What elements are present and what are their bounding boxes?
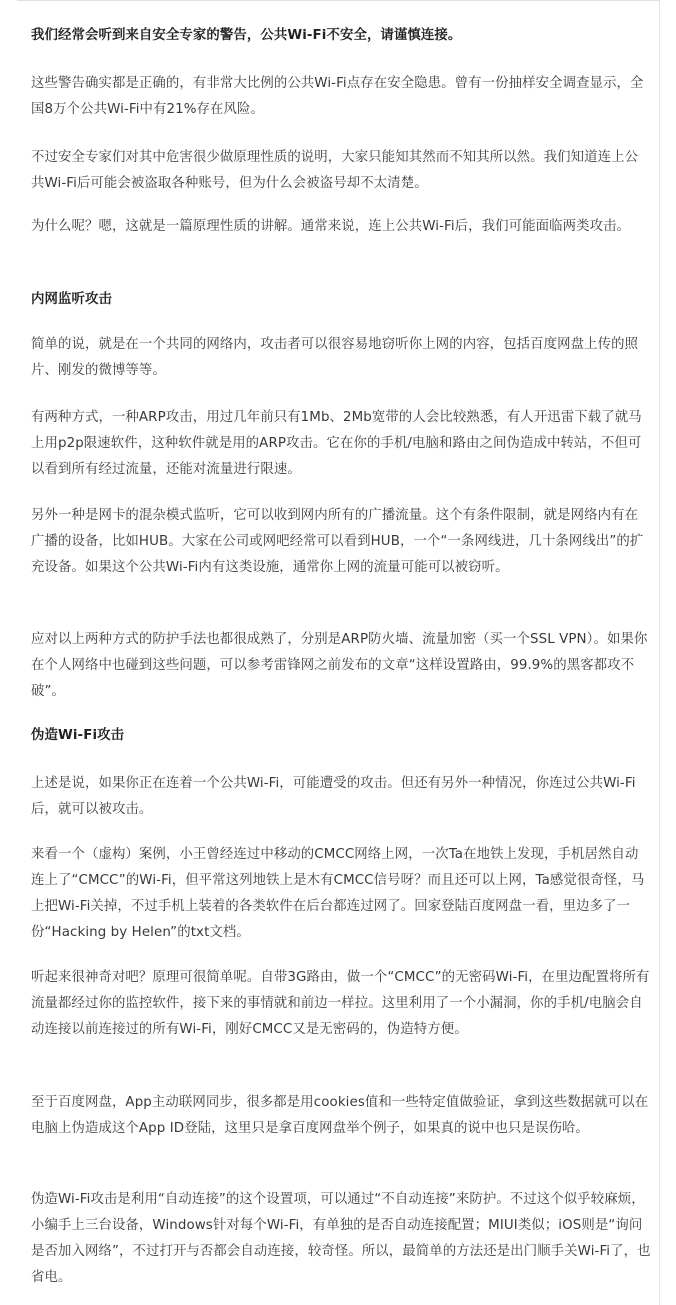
paragraph: 至于百度网盘，App主动联网同步，很多都是用cookies值和一些特定值做验证，拿到这些数据就可以在电脑上伪造成这个App ID登陆，这里只是拿百度网盘举个例子，如果真的说中也只是误伤哈。 xyxy=(31,1095,649,1136)
paragraph: 另外一种是网卡的混杂模式监听，它可以收到网内所有的广播流量。这个有条件限制，就是网络内有在广播的设备，比如HUB。大家在公司或网吧经常可以看到HUB，一个“一条网线进，几十条网线出”的扩充设备。如果这个公共Wi-Fi内有这类设施，通常你上网的流量可能可以被窃听。 xyxy=(31,508,644,575)
paragraph: 不过安全专家们对其中危害很少做原理性质的说明，大家只能知其然而不知其所以然。我们知道连上公共Wi-Fi后可能会被盗取各种账号，但为什么会被盗号却不太清楚。 xyxy=(31,150,639,191)
paragraph: 应对以上两种方式的防护手法也都很成熟了，分别是ARP防火墙、流量加密（买一个SSL VPN）。如果你在个人网络中也碰到这些问题，可以参考雷锋网之前发布的文章“这样设置路由，99.9%的黑客都攻不破”。 xyxy=(31,632,648,699)
paragraph: 伪造Wi-Fi攻击是利用“自动连接”的这个设置项，可以通过“不自动连接”来防护。不过这个似乎较麻烦，小编手上三台设备，Windows针对每个Wi-Fi，有单独的是否自动连接配置；MIUI类似；iOS则是“询问是否加入网络”，不过打开与否都会自动连接，较奇怪。所以，最简单的方法还是出门顺手关Wi-Fi了，也省电。 xyxy=(31,1192,651,1285)
section-heading-fake-wifi: 伪造Wi-Fi攻击 xyxy=(31,728,125,743)
section-heading-lan-sniffing: 内网监听攻击 xyxy=(31,292,112,307)
paragraph: 为什么呢？嗯，这就是一篇原理性质的讲解。通常来说，连上公共Wi-Fi后，我们可能面临两类攻击。 xyxy=(31,219,631,234)
paragraph: 简单的说，就是在一个共同的网络内，攻击者可以很容易地窃听你上网的内容，包括百度网盘上传的照片、刚发的微博等等。 xyxy=(31,337,639,378)
top-divider xyxy=(17,0,660,1)
paragraph: 有两种方式，一种ARP攻击，用过几年前只有1Mb、2Mb宽带的人会比较熟悉，有人开迅雷下载了就马上用p2p限速软件，这种软件就是用的ARP攻击。它在你的手机/电脑和路由之间伪造成中转站，不但可以看到所有经过流量，还能对流量进行限速。 xyxy=(31,410,642,477)
paragraph: 来看一个（虚构）案例，小王曾经连过中移动的CMCC网络上网，一次Ta在地铁上发现，手机居然自动连上了“CMCC”的Wi-Fi，但平常这列地铁上是木有CMCC信号呀？而且还可以上网，Ta感觉很奇怪，马上把Wi-Fi关掉，不过手机上装着的各类软件在后台都连过网了。回家登陆百度网盘一看，里边多了一份“Hacking by Helen”的txt文档。 xyxy=(31,847,645,940)
intro-bold-paragraph: 我们经常会听到来自安全专家的警告，公共Wi-Fi不安全，请谨慎连接。 xyxy=(31,28,462,43)
paragraph: 上述是说，如果你正在连着一个公共Wi-Fi，可能遭受的攻击。但还有另外一种情况，你连过公共Wi-Fi后，就可以被攻击。 xyxy=(31,776,636,817)
paragraph: 这些警告确实都是正确的，有非常大比例的公共Wi-Fi点存在安全隐患。曾有一份抽样安全调查显示，全国8万个公共Wi-Fi中有21%存在风险。 xyxy=(31,76,644,117)
paragraph: 听起来很神奇对吧？原理可很简单呢。自带3G路由，做一个“CMCC”的无密码Wi-Fi，在里边配置将所有流量都经过你的监控软件，接下来的事情就和前边一样拉。这里利用了一个小漏洞，你的手机/电脑会自动连接以前连接过的所有Wi-Fi，刚好CMCC又是无密码的，伪造特方便。 xyxy=(31,970,650,1037)
